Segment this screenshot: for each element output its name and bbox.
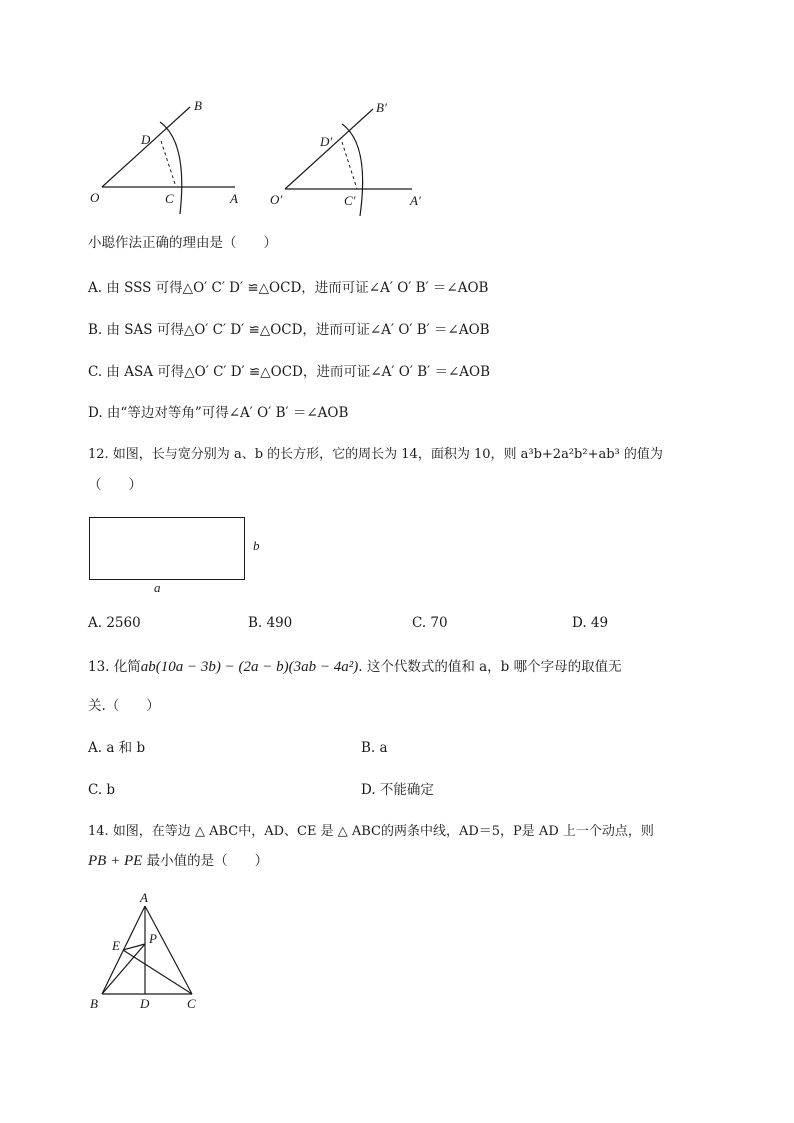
label-B-prime: B′: [376, 100, 387, 115]
q13-option-b: B. a: [361, 740, 388, 756]
rectangle-label-a: a: [154, 580, 161, 595]
label-A: A: [230, 191, 238, 206]
rectangle-label-b: b: [253, 538, 260, 553]
label-D: D: [141, 132, 151, 147]
q13-option-c: C. b: [88, 782, 116, 798]
tri-label-P: P: [149, 931, 157, 946]
label-O: O: [90, 190, 100, 205]
figure-left: [90, 98, 238, 214]
label-D-prime: D′: [320, 134, 333, 149]
q11-option-d: D. 由“等边对等角”可得∠A′ O′ B′ ＝∠AOB: [88, 405, 349, 421]
q13-prefix: 13. 化简: [88, 659, 141, 675]
q13-stem-line1: [88, 658, 622, 676]
tri-label-B: B: [90, 996, 98, 1011]
q14-expression: PB + PE: [88, 853, 143, 869]
triangle-figure: [82, 888, 212, 1018]
q11-option-c: C. 由 ASA 可得△O′ C′ D′ ≌△OCD，进而可证∠A′ O′ B′ ＝∠AOB: [88, 364, 491, 380]
q13-expression: ab(10a − 3b) − (2a − b)(3ab − 4a²): [140, 659, 359, 675]
q12-stem-line2: （ ）: [88, 477, 142, 493]
q11-option-b: B. 由 SAS 可得△O′ C′ D′ ≌△OCD，进而可证∠A′ O′ B′ ＝∠AOB: [88, 322, 490, 338]
q11-stem: 小聪作法正确的理由是（ ）: [88, 235, 277, 251]
q14-stem-line2: [88, 852, 268, 870]
rectangle-figure: [89, 517, 245, 580]
q12-stem-line1: 12. 如图，长与宽分别为 a、b 的长方形，它的周长为 14，面积为 10，则 a³b+2a²b²+ab³ 的值为: [88, 447, 663, 462]
label-C: C: [165, 191, 174, 206]
q14-stem-line1: 14. 如图，在等边 △ ABC中，AD、CE 是 △ ABC的两条中线，AD＝5，P是 AD 上一个动点，则: [88, 824, 654, 839]
q13-option-a: A. a 和 b: [88, 740, 146, 756]
tri-label-C: C: [187, 996, 196, 1011]
angle-construction-figure: [80, 92, 440, 222]
label-B: B: [194, 98, 202, 113]
q13-option-d: D. 不能确定: [361, 782, 434, 798]
q13-stem-line2: 关.（ ）: [88, 698, 160, 714]
label-C-prime: C′: [344, 193, 356, 208]
q12-option-b: B. 490: [248, 615, 293, 631]
label-O-prime: O′: [270, 192, 283, 207]
figure-right: [270, 100, 421, 216]
q12-option-d: D. 49: [572, 615, 609, 631]
tri-label-A: A: [140, 890, 148, 905]
q12-option-c: C. 70: [412, 615, 448, 631]
q13-suffix: . 这个代数式的值和 a，b 哪个字母的取值无: [358, 659, 622, 675]
q11-option-a: A. 由 SSS 可得△O′ C′ D′ ≌△OCD，进而可证∠A′ O′ B′ ＝∠AOB: [88, 280, 489, 296]
label-A-prime: A′: [410, 193, 421, 208]
tri-label-D: D: [140, 996, 150, 1011]
q12-option-a: A. 2560: [88, 615, 141, 631]
tri-label-E: E: [112, 938, 120, 953]
q14-line2-text: 最小值的是（ ）: [142, 853, 269, 869]
